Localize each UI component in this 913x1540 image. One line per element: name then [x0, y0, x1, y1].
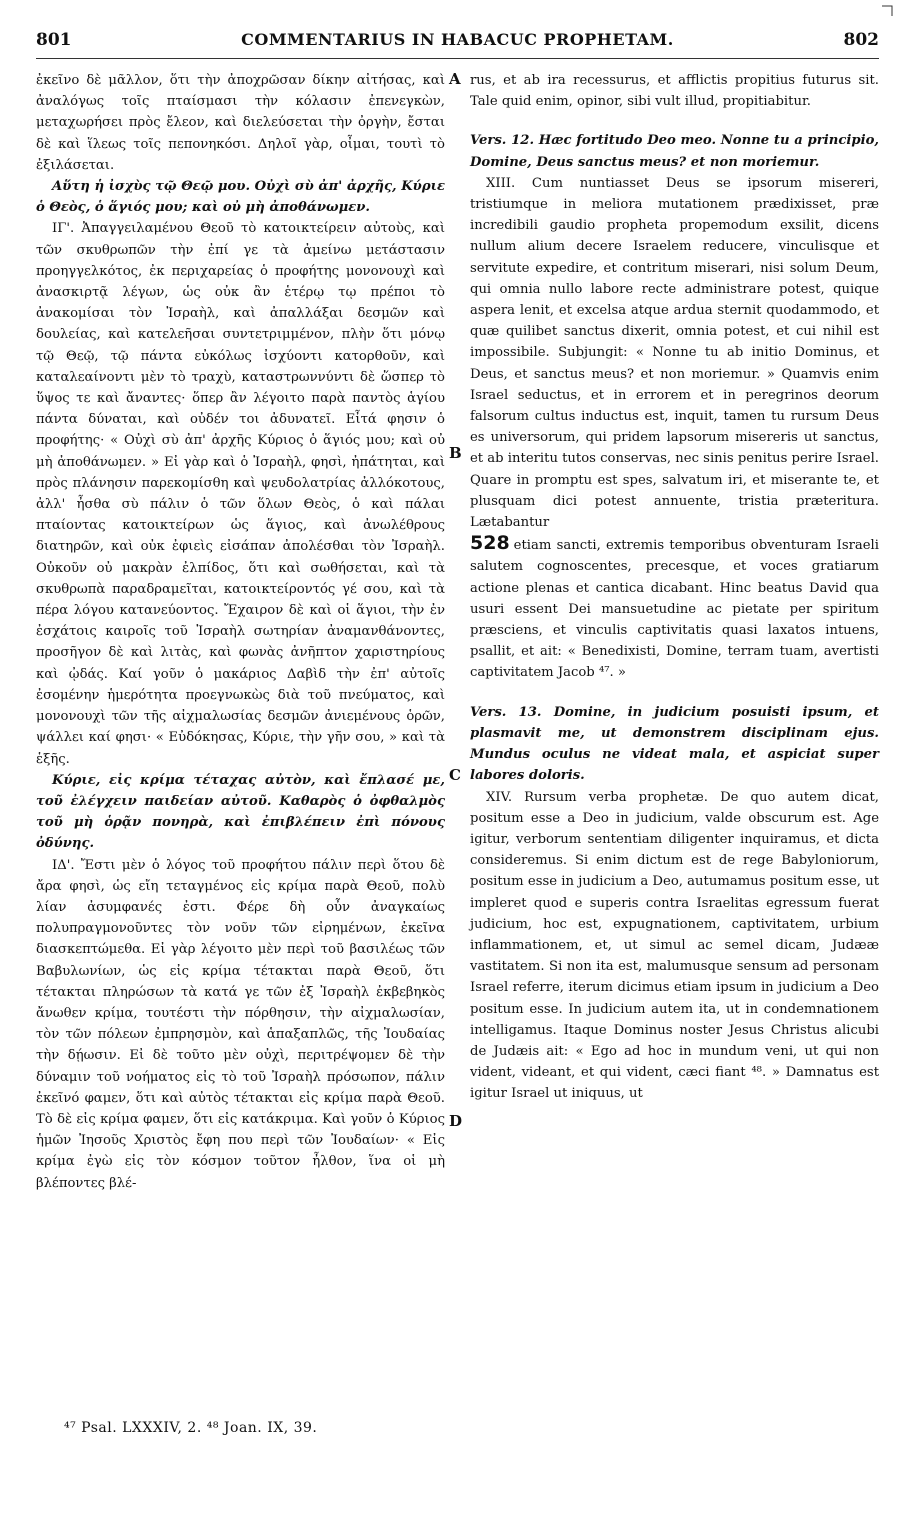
running-header — [36, 22, 879, 59]
running-title: COMMENTARIUS IN HABACUC PROPHETAM. — [241, 30, 674, 49]
corner-mark-icon — [880, 0, 898, 18]
column-number: 528 — [470, 532, 510, 555]
margin-marker-c: C — [449, 766, 461, 784]
greek-section-13: ΙΓ'. Ἀπαγγειλαμένου Θεοῦ τὸ κατοικτείρειν αὐτοὺς, καὶ τῶν σκυθρωπῶν τὴν ἐπί γε τὰ ἀμείνω μετάστασιν προηγγελκότος, ἐκ περιχαρείας ὁ προφήτης μονονουχὶ καὶ ἀνασκιρτᾷ λέγων, ὡς οὐκ ἂν ἑτέρῳ τῳ πρέποι τὸ ἀνακομίσαι τὸν Ἰσραὴλ, καὶ ἀπαλλάξαι δεσμῶν καὶ δουλείας, καὶ κατελεῆσαι συντετριμμένον, πλὴν ὅτι μόνῳ τῷ Θεῷ, τῷ πάντα εὐκόλως ἰσχύοντι κατορθοῦν, καὶ καταλεαίνοντι μὲν τὸ τραχὺ, καταστρωννύντι δὲ ὥσπερ τὸ ὕψος τε καὶ ἄναντες· ὅπερ ἂν λέγοιτο παρὰ παντὸς ἁγίου πάντα δύναται, καὶ οὐδέν τοι ἀδυνατεῖ. Εἶτά φησιν ὁ προφήτης· « Οὐχὶ σὺ ἀπ' ἀρχῆς Κύριος ὁ ἅγιός μου; καὶ οὐ μὴ ἀποθάνωμεν. » Εἰ γὰρ καὶ ὁ Ἰσραὴλ, φησὶ, ἠπάτηται, καὶ πρὸς πλάνησιν παρεκομίσθη καὶ ψευδολατρίας ἀλλόκοτους, ἀλλ' ἦσθα σὺ πάλιν ὁ τῶν ὅλων Θεὸς, ὁ καὶ πάλαι πταίοντας κατοικτείρων ὡς ἅγιος, καὶ ἀνωλέθρους διατηρῶν, καὶ οὐκ ἐφιεὶς εἰσάπαν ἀπολέσθαι τὸν Ἰσραὴλ. Οὐκοῦν οὐ μακρὰν ἐλπίδος, ὅτι καὶ σωθήσεται, καὶ τὰ σκυθρωπὰ παραδραμεῖται, κατοικτείροντός γέ σου, καὶ τὰ πέρα λόγου κατανεύοντος. Ἔχαιρον δὲ καὶ οἱ ἅγιοι, τὴν ἐν ἐσχάτοις καιροῖς τοῦ Ἰσραὴλ σωτηρίαν ἀναμανθάνοντες, προσῆγον δὲ καὶ λιτὰς, καὶ φωνὰς ἀνῆπτον χαριστηρίους καὶ ᾠδάς. Καί γοῦν ὁ μακάριος Δαβὶδ τὴν ἐπ' αὐτοῖς ἐσομένην ἡμερότητα προεγνωκὼς διὰ τοῦ πνεύματος, καὶ μονονουχὶ τῶν τῆς αἰχμαλωσίας δεσμῶν ἀνιεμένους ὁρῶν, ψάλλει καί φησι· « Εὐδόκησας, Κύριε, τὴν γῆν σου, » καὶ τὰ ἑξῆς. — [36, 221, 445, 767]
margin-marker-d: D — [449, 1112, 463, 1130]
latin-verse-12: Vers. 12. Hæc fortitudo Deo meo. Nonne tu a principio, Domine, Deus sanctus meus? et non moriemur. — [470, 133, 879, 170]
latin-section-13: XIII. Cum nuntiasset Deus se ipsorum misereri, tristiumque in meliora mutationem prædixisset, præ incredibili gaudio propheta propemodum exsilit, dicens nullum alium decere Israelem reducere, vinculisque et servitute expedire, et contritum miserari, nisi solum Deum, qui omnia nullo labore recte administrare potest, quique aspera lenit, et excelsa atque ardua sternit quodammodo, et quæ quilibet sanctus dixerit, omnia potest, et cui nihil est impossibile. Subjungit: « Nonne tu ab initio Dominus, et Deus, et sanctus meus? et non moriemur. » Quamvis enim Israel seductus, et in errorem et in peregrinos deorum falsorum cultus inductus est, inquit, tamen tu rursum Deus es universorum, qui pridem lapsorum misereris ut sanctus, et ab interitu tutos conservas, nec sinis penitus perire Israel. Quare in promptu est spes, salvatum iri, et miserante te, et plusquam dici potest annuente, tristia præteritura. Lætabantur — [470, 175, 879, 531]
right-page-number: 802 — [843, 30, 879, 50]
left-page-number: 801 — [36, 30, 72, 50]
latin-verse-13: Vers. 13. Domine, in judicium posuisti ipsum, et plasmavit me, ut demonstrem disciplinam ejus. Mundus oculus ne videat mala, et aspiciat super labores doloris. — [470, 704, 879, 784]
greek-verse-13: Κύριε, εἰς κρίμα τέταχας αὐτὸν, καὶ ἔπλασέ με, τοῦ ἐλέγχειν παιδείαν αὐτοῦ. Καθαρὸς ὁ ὀφθαλμὸς τοῦ μὴ ὁρᾷν πονηρὰ, καὶ ἐπιβλέπειν ἐπὶ πόνους ὀδύνης. — [36, 772, 445, 852]
footnotes: ⁴⁷ Psal. LXXXIV, 2. ⁴⁸ Joan. IX, 39. — [64, 1420, 318, 1436]
margin-marker-a: A — [449, 70, 461, 88]
latin-section-14: XIV. Rursum verba prophetæ. De quo autem dicat, positum esse a Deo in judicium, valde obscurum est. Age igitur, verborum sententiam diligenter inquiramus, et dicta consideremus. Si enim dictum est de rege Babyloniorum, positum esse in judicium a Deo, autumamus positum esse, ut impleret quod e superis contra Israelitas egressum fuerat judicium, hoc est, expugnationem, captivitatem, urbium inflammationem, et, ut simul ac semel dicam, Judææ vastitatem. Si non ita est, malumusque sensum ad personam Israel referre, iterum dicimus etiam ipsum in judicium a Deo positum esse. In judicium autem ita, ut in condemnationem intelligamus. Itaque Dominus noster Jesus Christus alicubi de Judæis ait: « Ego ad hoc in mundum veni, ut qui non vident, videant, et qui vident, cæci fiant ⁴⁸. » Damnatus est igitur Israel ut iniquus, ut — [470, 789, 879, 1102]
greek-verse-12: Αὕτη ἡ ἰσχὺς τῷ Θεῷ μου. Οὐχὶ σὺ ἀπ' ἀρχῆς, Κύριε ὁ Θεὸς, ὁ ἅγιός μου; καὶ οὐ μὴ ἀποθάνωμεν. — [36, 179, 445, 216]
latin-para-1: rus, et ab ira recessurus, et afflictis propitius futurus sit. Tale quid enim, opinor, sibi vult illud, propitiabitur. — [470, 73, 879, 110]
greek-column — [36, 70, 445, 1194]
latin-section-13-cont: etiam sancti, extremis temporibus obventuram Israeli salutem cognoscentes, precesque, et voces gratiarum actione plenas et cantica dicabant. Hinc beatus David qua usuri essent Dei mansuetudine ac pietate per spiritum præsciens, et vinculis captivitatis quasi laxatos intuens, psallit, et ait: « Benedixisti, Domine, terram tuam, avertisti captivitatem Jacob ⁴⁷. » — [470, 538, 879, 681]
greek-para-1: ἐκεῖνο δὲ μᾶλλον, ὅτι τὴν ἀποχρῶσαν δίκην αἰτήσας, καὶ ἀναλόγως τοῖς πταίσμασι τὴν κόλασιν ἐπενεγκὼν, μεταχωρήσει πρὸς ἔλεον, καὶ διελεύσεται τὴν ὀργὴν, ἔσται δὲ καὶ ἵλεως τοῖς πεπονηκόσι. Δηλοῖ γὰρ, οἶμαι, τουτὶ τὸ ἐξιλάσεται. — [36, 73, 445, 173]
latin-column — [470, 70, 879, 1105]
margin-marker-b: B — [449, 444, 462, 462]
greek-section-14: ΙΔ'. Ἔστι μὲν ὁ λόγος τοῦ προφήτου πάλιν περὶ ὅτου δὲ ἄρα φησὶ, ὡς εἴη τεταγμένος εἰς κρίμα παρὰ Θεοῦ, πολὺ λίαν ἀσυμφανές ἐστι. Φέρε δὴ οὖν ἀναγκαίως πολυπραγμονοῦντες τὸν νοῦν τῶν εἰρημένων, ἐκεῖνα διασκεπτώμεθα. Εἰ γὰρ λέγοιτο μὲν περὶ τοῦ βασιλέως τῶν Βαβυλωνίων, ὡς εἰς κρίμα τέτακται παρὰ Θεοῦ, ὅτι τέτακται πληρώσων τὰ κατά γε τῶν ἐξ Ἰσραὴλ ἐκβεβηκὸς ἄνωθεν κρίμα, τουτέστι τὴν πόρθησιν, τὴν αἰχμαλωσίαν, τὸν τῶν πόλεων ἐμπρησμὸν, καὶ ἁπαξαπλῶς, τῆς Ἰουδαίας τὴν δῄωσιν. Εἰ δὲ τοῦτο μὲν οὐχὶ, περιτρέψομεν δὲ τὴν δύναμιν τοῦ νοήματος εἰς τὸ τοῦ Ἰσραὴλ πρόσωπον, πάλιν ἐκεῖνό φαμεν, ὅτι καὶ αὐτὸς τέτακται εἰς κρίμα παρὰ Θεοῦ. Τὸ δὲ εἰς κρίμα φαμεν, ὅτι εἰς κατάκριμα. Καὶ γοῦν ὁ Κύριος ἡμῶν Ἰησοῦς Χριστὸς ἔφη που περὶ τῶν Ἰουδαίων· « Εἰς κρίμα ἐγὼ εἰς τὸν κόσμον τοῦτον ἦλθον, ἵνα οἱ μὴ βλέποντες βλέ- — [36, 857, 445, 1191]
